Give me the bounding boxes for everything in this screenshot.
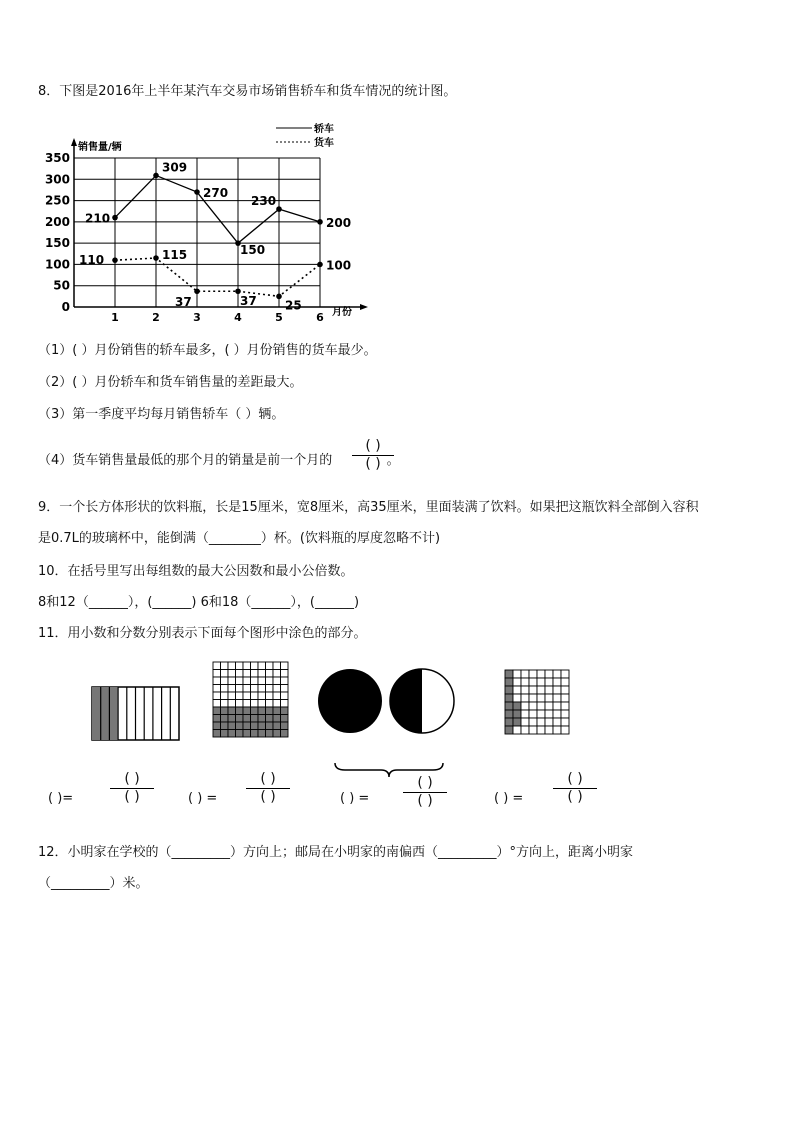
y-tick-label: 300 <box>44 172 70 187</box>
grid-cell <box>266 730 274 738</box>
grid-cell <box>258 722 266 730</box>
fraction-numerator[interactable]: ( ) <box>567 771 583 787</box>
grid-cell <box>251 707 259 715</box>
x-axis-label: 月份 <box>332 307 352 318</box>
grid-cell <box>505 718 513 726</box>
q11-fraction-4 <box>553 772 597 805</box>
grid-cell <box>228 700 236 708</box>
data-label: 309 <box>162 160 188 175</box>
grid-cell <box>513 678 521 686</box>
grid-cell <box>213 685 221 693</box>
chart-legend <box>276 122 334 149</box>
grid-cell <box>281 722 289 730</box>
grid-cell <box>266 670 274 678</box>
grid-cell <box>513 718 521 726</box>
grid-cell <box>213 700 221 708</box>
q8-sub4-text: （4）货车销售量最低的那个月的销量是前一个月的 <box>38 453 333 468</box>
grid-cell <box>521 686 529 694</box>
q8-title: 8．下图是2016年上半年某汽车交易市场销售轿车和货车情况的统计图。 <box>38 84 457 99</box>
q8-sub1: （1）( ）月份销售的轿车最多，( ）月份销售的货车最少。 <box>38 343 377 358</box>
grid-cell <box>553 710 561 718</box>
x-tick-label: 2 <box>152 311 160 324</box>
grid-cell <box>251 662 259 670</box>
data-point <box>112 215 118 221</box>
y-tick-label: 0 <box>61 300 70 314</box>
grid-cell <box>281 715 289 723</box>
q11-fraction-3 <box>403 776 447 809</box>
grid-cell <box>266 715 274 723</box>
grid-cell <box>213 722 221 730</box>
grid-cell <box>537 678 545 686</box>
q8-sub4-end: 。 <box>386 453 400 468</box>
chart-grid <box>74 158 320 310</box>
grid-cell <box>266 700 274 708</box>
x-tick-label: 4 <box>234 311 242 324</box>
grid-cell <box>236 722 244 730</box>
x-tick-label: 3 <box>193 311 201 324</box>
x-tick-label: 6 <box>316 311 324 324</box>
q8-sub2: （2）( ）月份轿车和货车销售量的差距最大。 <box>38 375 303 390</box>
grid-cell <box>251 677 259 685</box>
grid-cell <box>529 710 537 718</box>
q8-sub3: （3）第一季度平均每月销售轿车（ ）辆。 <box>38 407 285 422</box>
y-tick-label: 50 <box>53 278 70 293</box>
fraction-numerator[interactable]: ( ) <box>417 775 433 791</box>
grid-cell <box>553 726 561 734</box>
data-point <box>194 288 200 294</box>
grid-cell <box>537 726 545 734</box>
grid-cell <box>258 715 266 723</box>
data-label: 200 <box>326 215 352 230</box>
y-tick-label: 200 <box>44 214 70 229</box>
q11-figures <box>85 658 585 748</box>
grid-cell <box>258 730 266 738</box>
x-axis-arrow <box>360 304 368 310</box>
grid-cell <box>281 677 289 685</box>
grid-cell <box>258 700 266 708</box>
grid-cell <box>281 685 289 693</box>
grid-cell <box>236 685 244 693</box>
data-point <box>276 206 282 212</box>
data-label: 37 <box>175 295 192 310</box>
grid-cell <box>521 670 529 678</box>
y-tick-label: 250 <box>44 193 70 208</box>
legend-sedan: 轿车 <box>314 124 334 135</box>
grid-cell <box>521 726 529 734</box>
grid-cell <box>228 662 236 670</box>
grid-cell <box>258 677 266 685</box>
y-tick-label: 100 <box>44 257 70 272</box>
grid-cell <box>243 707 251 715</box>
grid-cell <box>266 662 274 670</box>
grid-cell <box>505 710 513 718</box>
grid-cell <box>228 722 236 730</box>
grid-cell <box>236 677 244 685</box>
data-point <box>235 288 241 294</box>
grid-cell <box>281 692 289 700</box>
y-axis-label: 销售量/辆 <box>78 142 122 153</box>
grid-cell <box>221 707 229 715</box>
grid-cell <box>273 730 281 738</box>
grid-cell <box>561 670 569 678</box>
q12-line1: 12．小明家在学校的（_________）方向上；邮局在小明家的南偏西（_________）°方向上，距离小明家 <box>38 845 634 860</box>
grid-cell <box>529 694 537 702</box>
grid-cell <box>561 718 569 726</box>
grid-cell <box>529 726 537 734</box>
grid-cell <box>281 707 289 715</box>
grid-cell <box>529 686 537 694</box>
grid-cell <box>553 718 561 726</box>
data-point <box>112 257 118 263</box>
grid-cell <box>251 685 259 693</box>
grid-cell <box>545 726 553 734</box>
q12-line2: （_________）米。 <box>38 876 149 891</box>
grid-cell <box>221 685 229 693</box>
grid-cell <box>505 678 513 686</box>
q8-sub4 <box>38 452 400 470</box>
grid-cell <box>529 702 537 710</box>
grid-cell <box>236 670 244 678</box>
grid-cell <box>251 715 259 723</box>
grid-cell <box>273 670 281 678</box>
grid-cell <box>529 718 537 726</box>
q11-blank-4[interactable]: ( ) = <box>494 791 524 806</box>
grid-cell <box>561 726 569 734</box>
grid-cell <box>228 730 236 738</box>
grid-cell <box>213 707 221 715</box>
grid-cell <box>561 710 569 718</box>
grid-cell <box>273 692 281 700</box>
grid-cell <box>561 702 569 710</box>
grid-cell <box>273 707 281 715</box>
grid-cell <box>251 670 259 678</box>
data-point <box>317 262 323 268</box>
grid-cell <box>236 707 244 715</box>
grid-cell <box>221 677 229 685</box>
legend-truck: 货车 <box>314 138 334 149</box>
grid-cell <box>243 685 251 693</box>
grid-cell <box>251 692 259 700</box>
data-label: 150 <box>240 243 266 258</box>
grid-cell <box>213 677 221 685</box>
data-point <box>153 255 159 261</box>
grid-cell <box>251 700 259 708</box>
grid-cell <box>505 670 513 678</box>
chart-data-labels <box>79 160 351 312</box>
data-label: 25 <box>285 298 302 313</box>
grid-cell <box>213 730 221 738</box>
grid-cell <box>228 677 236 685</box>
grid-cell <box>266 722 274 730</box>
grid-cell <box>273 662 281 670</box>
grid-cell <box>258 692 266 700</box>
grid-cell <box>213 692 221 700</box>
grid-cell <box>243 692 251 700</box>
grid-cell <box>537 718 545 726</box>
grid-cell <box>545 686 553 694</box>
grid-cell <box>513 702 521 710</box>
grid-cell <box>243 700 251 708</box>
grid-cell <box>545 718 553 726</box>
grid-cell <box>221 662 229 670</box>
grid-cell <box>221 722 229 730</box>
grid-cell <box>243 730 251 738</box>
figure-grid-8 <box>505 670 569 734</box>
grid-cell <box>243 715 251 723</box>
data-label: 115 <box>162 248 188 263</box>
figure-circles <box>318 669 454 733</box>
figure-hundred-grid <box>213 662 288 737</box>
fraction-numerator[interactable]: ( ) <box>260 771 276 787</box>
grid-cell <box>243 677 251 685</box>
q11-fraction-2 <box>246 772 290 805</box>
grid-cell <box>553 686 561 694</box>
grid-cell <box>545 670 553 678</box>
grid-cell <box>228 670 236 678</box>
q10-line: 8和12（______），(______) 6和18（______），(______) <box>38 595 360 610</box>
grid-cell <box>221 715 229 723</box>
grid-cell <box>505 726 513 734</box>
series-line-truck <box>115 258 320 296</box>
grid-cell <box>213 670 221 678</box>
grid-cell <box>545 678 553 686</box>
grid-cell <box>505 686 513 694</box>
grid-cell <box>258 670 266 678</box>
grid-cell <box>521 702 529 710</box>
data-label: 100 <box>326 258 352 273</box>
grid-cell <box>521 710 529 718</box>
q11-blank-3[interactable]: ( ) = <box>340 791 370 806</box>
grid-cell <box>529 670 537 678</box>
fraction-denominator[interactable]: ( ) <box>365 456 381 472</box>
q11-blank-2[interactable]: ( ) = <box>188 791 218 806</box>
sales-line-chart <box>38 118 378 328</box>
grid-cell <box>228 707 236 715</box>
grid-cell <box>236 662 244 670</box>
grid-cell <box>243 722 251 730</box>
grid-cell <box>553 702 561 710</box>
y-tick-label: 150 <box>44 236 70 251</box>
grid-cell <box>521 678 529 686</box>
data-label: 37 <box>240 294 257 309</box>
grid-cell <box>273 685 281 693</box>
grid-cell <box>281 662 289 670</box>
grid-cell <box>537 702 545 710</box>
grid-cell <box>505 694 513 702</box>
fraction-numerator[interactable]: ( ) <box>124 771 140 787</box>
grid-cell <box>561 678 569 686</box>
grid-cell <box>561 694 569 702</box>
grid-cell <box>266 707 274 715</box>
grid-cell <box>553 678 561 686</box>
grid-cell <box>236 730 244 738</box>
grid-cell <box>228 692 236 700</box>
grid-cell <box>258 707 266 715</box>
grid-cell <box>513 670 521 678</box>
grid-cell <box>281 730 289 738</box>
grid-cell <box>545 702 553 710</box>
x-tick-label: 1 <box>111 311 119 324</box>
data-point <box>276 294 282 300</box>
grid-cell <box>236 692 244 700</box>
grid-cell <box>258 685 266 693</box>
grid-cell <box>251 722 259 730</box>
grid-cell <box>258 662 266 670</box>
grid-cell <box>266 692 274 700</box>
data-label: 270 <box>203 186 229 201</box>
grid-cell <box>266 677 274 685</box>
data-point <box>153 173 159 179</box>
grid-cell <box>236 700 244 708</box>
grid-cell <box>251 730 259 738</box>
grid-cell <box>228 715 236 723</box>
grid-cell <box>505 702 513 710</box>
grid-cell <box>273 722 281 730</box>
grid-cell <box>281 700 289 708</box>
q10-title: 10．在括号里写出每组数的最大公因数和最小公倍数。 <box>38 564 354 579</box>
grid-cell <box>553 670 561 678</box>
grid-cell <box>537 694 545 702</box>
grid-cell <box>273 677 281 685</box>
q9-line2: 是0.7L的玻璃杯中，能倒满（________）杯。(饮料瓶的厚度忽略不计) <box>38 531 441 546</box>
fraction-denominator[interactable]: ( ) <box>567 789 583 805</box>
grid-cell <box>236 715 244 723</box>
grid-cell <box>513 710 521 718</box>
grid-cell <box>561 686 569 694</box>
fraction-denominator[interactable]: ( ) <box>260 789 276 805</box>
grid-cell <box>537 710 545 718</box>
grid-cell <box>281 670 289 678</box>
grid-cell <box>213 662 221 670</box>
q11-blank-1[interactable]: ( )= <box>48 791 74 806</box>
grid-cell <box>513 694 521 702</box>
figure-strips <box>92 687 179 740</box>
fraction-numerator[interactable]: ( ) <box>365 438 381 454</box>
data-label: 110 <box>79 253 105 268</box>
q11-fraction-1 <box>110 772 154 805</box>
grid-cell <box>243 670 251 678</box>
y-tick-label: 350 <box>44 151 70 165</box>
grid-cell <box>545 710 553 718</box>
data-point <box>194 189 200 195</box>
grid-cell <box>529 678 537 686</box>
grid-cell <box>213 715 221 723</box>
grid-cell <box>221 700 229 708</box>
grid-cell <box>228 685 236 693</box>
grid-cell <box>513 686 521 694</box>
q11-title: 11．用小数和分数分别表示下面每个图形中涂色的部分。 <box>38 626 367 641</box>
grid-cell <box>521 718 529 726</box>
grid-cell <box>273 700 281 708</box>
grid-cell <box>537 686 545 694</box>
grid-cell <box>273 715 281 723</box>
q8-answer-fraction <box>352 439 394 472</box>
grid-cell <box>221 692 229 700</box>
data-label: 210 <box>85 211 111 226</box>
grid-cell <box>537 670 545 678</box>
grid-cell <box>513 726 521 734</box>
data-point <box>317 219 323 225</box>
grid-cell <box>266 685 274 693</box>
grid-cell <box>521 694 529 702</box>
fraction-denominator[interactable]: ( ) <box>124 789 140 805</box>
x-tick-label: 5 <box>275 311 283 324</box>
grid-cell <box>545 694 553 702</box>
data-label: 230 <box>251 194 277 209</box>
q9-line1: 9．一个长方体形状的饮料瓶，长是15厘米，宽8厘米，高35厘米，里面装满了饮料。如果把这瓶饮料全部倒入容积 <box>38 500 699 515</box>
grid-cell <box>243 662 251 670</box>
grid-cell <box>221 670 229 678</box>
grid-cell <box>221 730 229 738</box>
grid-cell <box>553 694 561 702</box>
fraction-denominator[interactable]: ( ) <box>417 793 433 809</box>
y-axis-arrow <box>71 138 77 146</box>
